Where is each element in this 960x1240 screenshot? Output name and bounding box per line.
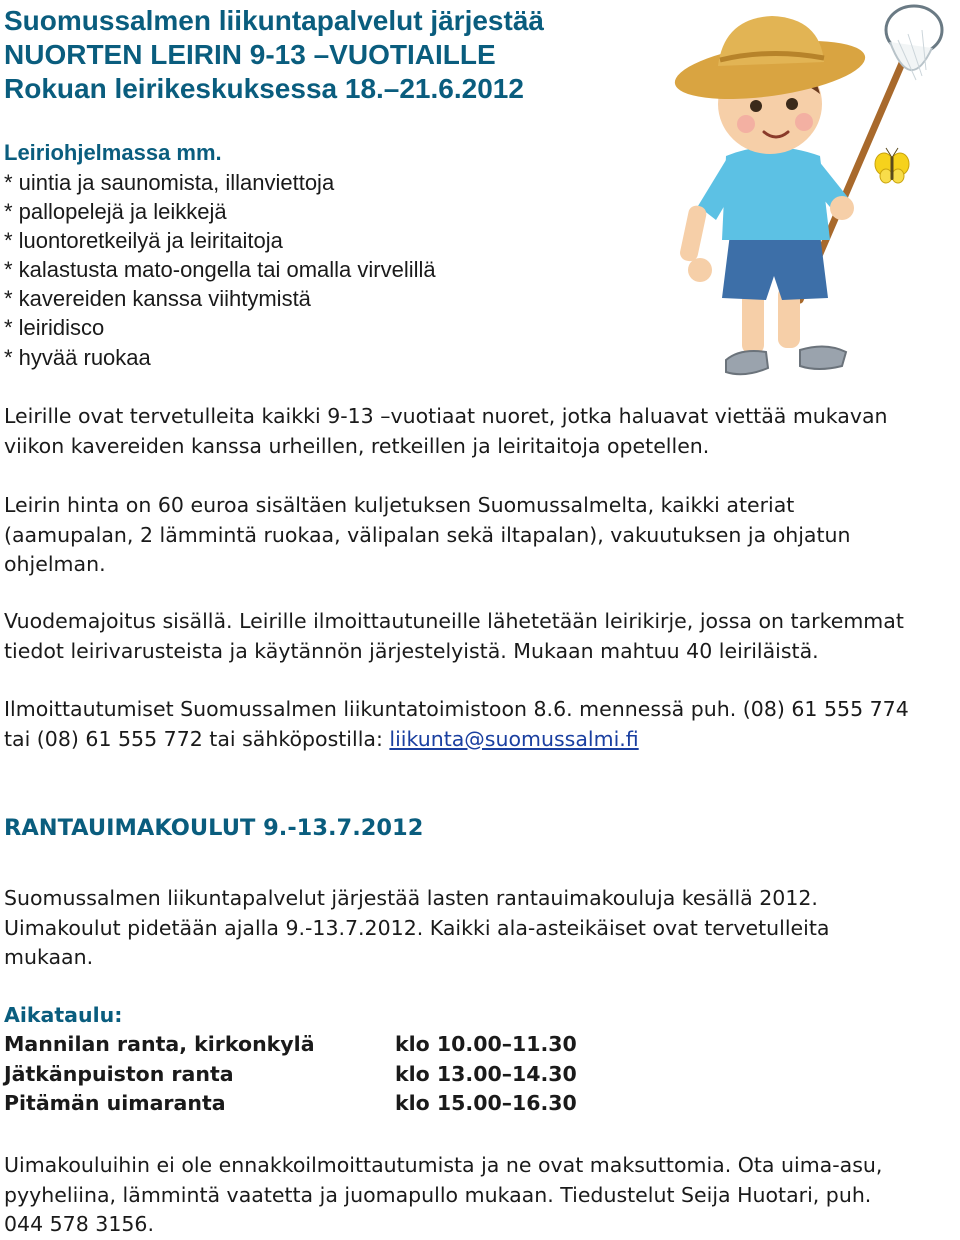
text-line: Leirille ovat tervetulleita kaikki 9-13 –vuotiaat nuoret, jotka haluavat viettää mukavan (4, 404, 888, 428)
program-item: * hyvää ruokaa (4, 344, 151, 370)
text-line: (aamupalan, 2 lämmintä ruokaa, välipalan sekä iltapalan), vakuutuksen ja ohjatun (4, 522, 851, 547)
signup-paragraph (4, 695, 960, 754)
schedule-place: Jätkänpuiston ranta (4, 1061, 234, 1086)
program-item: * pallopelejä ja leikkejä (4, 199, 227, 225)
text-line: Vuodemajoitus sisällä. Leirille ilmoittautuneille lähetetään leirikirje, jossa on tarkemmat (4, 609, 904, 633)
schedule-time: klo 10.00–11.30 (395, 1032, 577, 1056)
schedule-time: klo 15.00–16.30 (395, 1091, 577, 1115)
program-item: * leiridisco (4, 315, 105, 341)
swim-school-heading: RANTAUIMAKOULUT 9.-13.7.2012 (4, 815, 424, 841)
schedule-row (4, 1030, 577, 1060)
schedule-title: Aikataulu: (4, 1003, 123, 1027)
text-line: mukaan. (4, 945, 94, 969)
schedule-row (4, 1089, 577, 1119)
text-line: 044 578 3156. (4, 1212, 154, 1236)
boy-with-butterfly-net-icon (660, 0, 960, 392)
program-item: * luontoretkeilyä ja leiritaitoja (4, 228, 283, 254)
heading-line-organizer: Suomussalmen liikuntapalvelut järjestää (4, 5, 544, 36)
text-line: Leirin hinta on 60 euroa sisältäen kuljetuksen Suomussalmelta, kaikki ateriat (4, 493, 795, 517)
program-item: * uintia ja saunomista, illanviettoja (4, 170, 335, 195)
text-line: tiedot leirivarusteista ja käytännön järjestelyistä. Mukaan mahtuu 40 leiriläistä. (4, 638, 819, 663)
program-list (4, 168, 436, 372)
email-link[interactable]: liikunta@suomussalmi.fi (389, 726, 639, 751)
welcome-paragraph (4, 402, 960, 461)
text-line (4, 725, 960, 755)
heading-line-location-date: Rokuan leirikeskuksessa 18.–21.6.2012 (4, 73, 524, 104)
camp-program (4, 138, 436, 372)
text-line: pyyheliina, lämmintä vaatetta ja juomapullo mukaan. Tiedustelut Seija Huotari, puh. (4, 1182, 872, 1207)
text-line: Uimakoulut pidetään ajalla 9.-13.7.2012. Kaikki ala-asteikäiset ovat tervetulleita (4, 915, 830, 940)
swim-intro-paragraph (4, 884, 960, 973)
schedule-place: Mannilan ranta, kirkonkylä (4, 1032, 315, 1056)
schedule-place: Pitämän uimaranta (4, 1091, 226, 1115)
schedule-time: klo 13.00–14.30 (395, 1061, 577, 1086)
program-item: * kavereiden kanssa viihtymistä (4, 286, 311, 312)
text-line: Uimakouluihin ei ole ennakkoilmoittautumista ja ne ovat maksuttomia. Ota uima-asu, (4, 1153, 883, 1177)
text-line: Ilmoittautumiset Suomussalmen liikuntatoimistoon 8.6. mennessä puh. (08) 61 555 774 (4, 697, 909, 721)
schedule-row (4, 1060, 577, 1090)
program-item: * kalastusta mato-ongella tai omalla virvelillä (4, 257, 436, 283)
text-line: viikon kavereiden kanssa urheillen, retkeillen ja leiritaitoja opetellen. (4, 433, 710, 458)
signup-prefix: tai (08) 61 555 772 tai sähköpostilla: (4, 726, 390, 751)
heading-line-camp: NUORTEN LEIRIN 9-13 –VUOTIAILLE (4, 39, 496, 70)
schedule-table (4, 1030, 577, 1119)
text-line: Suomussalmen liikuntapalvelut järjestää lasten rantauimakouluja kesällä 2012. (4, 886, 818, 910)
text-line: ohjelman. (4, 552, 106, 576)
swim-schedule (4, 1000, 577, 1119)
program-title: Leiriohjelmassa mm. (4, 140, 222, 165)
price-paragraph (4, 491, 960, 580)
camp-heading (4, 4, 544, 106)
lodging-paragraph (4, 607, 960, 666)
swim-footer-paragraph (4, 1151, 960, 1240)
